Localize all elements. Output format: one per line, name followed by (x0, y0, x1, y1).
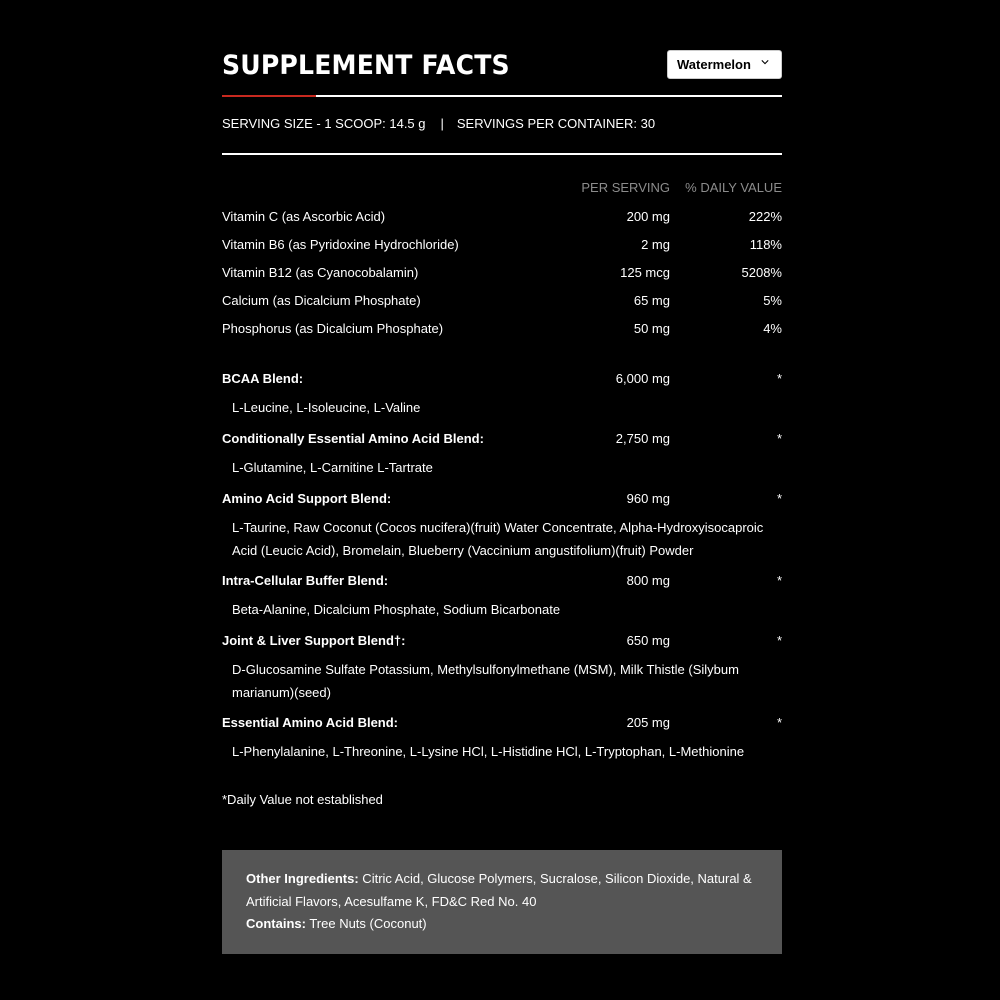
blend-ingredients: L-Leucine, L-Isoleucine, L-Valine (232, 400, 421, 415)
nutrient-dv: 222% (748, 209, 782, 224)
chevron-down-icon (761, 58, 769, 66)
nutrient-name: Vitamin B12 (as Cyanocobalamin) (222, 265, 419, 280)
nutrient-amount: 200 mg (626, 209, 670, 224)
blend-ingredients: D-Glucosamine Sulfate Potassium, Methylsulfonylmethane (MSM), Milk Thistle (Silybum marianum)(seed) (232, 662, 739, 700)
blend-row (222, 633, 782, 653)
blend-name: Amino Acid Support Blend: (222, 491, 392, 506)
blend-dv: * (776, 431, 782, 446)
blend-amount: 650 mg (626, 633, 670, 648)
top-divider (222, 95, 782, 97)
blend-ingredients: L-Phenylalanine, L-Threonine, L-Lysine HCl, L-Histidine HCl, L-Tryptophan, L-Methionine (232, 744, 745, 759)
nutrient-row (222, 321, 782, 341)
nutrient-amount: 65 mg (633, 293, 670, 308)
supplement-facts-panel (222, 0, 782, 1000)
serving-divider (222, 153, 782, 155)
nutrient-dv: 4% (763, 321, 782, 336)
blend-dv: * (776, 371, 782, 386)
nutrient-name: Vitamin B6 (as Pyridoxine Hydrochloride) (222, 237, 459, 252)
contains-text: Tree Nuts (Coconut) (305, 916, 427, 931)
blend-dv: * (776, 491, 782, 506)
blend-row (222, 491, 782, 511)
daily-value-header: % DAILY VALUE (685, 180, 782, 195)
blend-amount: 205 mg (626, 715, 670, 730)
blend-ingredients: L-Glutamine, L-Carnitine L-Tartrate (232, 460, 433, 475)
nutrient-row (222, 265, 782, 285)
blend-amount: 800 mg (626, 573, 670, 588)
serving-size: SERVING SIZE - 1 SCOOP: 14.5 g (222, 116, 426, 131)
other-ingredients (246, 868, 758, 913)
servings-per-container: SERVINGS PER CONTAINER: 30 (456, 116, 656, 131)
flavor-select-value: Watermelon (677, 57, 751, 72)
blend-name: Joint & Liver Support Blend†: (222, 633, 406, 648)
serving-info (222, 116, 655, 131)
nutrient-amount: 50 mg (633, 321, 670, 336)
nutrient-row (222, 237, 782, 257)
contains-label: Contains: (246, 916, 306, 931)
nutrient-name: Phosphorus (as Dicalcium Phosphate) (222, 321, 444, 336)
daily-value-footnote: *Daily Value not established (222, 792, 383, 807)
nutrient-amount: 2 mg (641, 237, 670, 252)
accent-bar (222, 95, 316, 97)
blend-amount: 960 mg (626, 491, 670, 506)
nutrient-name: Calcium (as Dicalcium Phosphate) (222, 293, 421, 308)
nutrient-dv: 5% (763, 293, 782, 308)
flavor-select[interactable] (667, 50, 782, 79)
blend-ingredients: Beta-Alanine, Dicalcium Phosphate, Sodium Bicarbonate (232, 602, 561, 617)
nutrient-dv: 5208% (741, 265, 782, 280)
nutrient-name: Vitamin C (as Ascorbic Acid) (222, 209, 386, 224)
per-serving-header: PER SERVING (581, 180, 670, 195)
blend-name: Intra-Cellular Buffer Blend: (222, 573, 389, 588)
blend-name: Conditionally Essential Amino Acid Blend: (222, 431, 484, 446)
blend-name: Essential Amino Acid Blend: (222, 715, 399, 730)
blend-dv: * (776, 633, 782, 648)
page-title: SUPPLEMENT FACTS (222, 50, 510, 81)
blend-name: BCAA Blend: (222, 371, 304, 386)
contains (246, 913, 758, 936)
nutrient-row (222, 293, 782, 313)
other-ingredients-text: Citric Acid, Glucose Polymers, Sucralose, Silicon Dioxide, Natural & Artificial Flavors, Acesulfame K, FD&C Red No. 40 (246, 871, 752, 909)
blend-ingredients: L-Taurine, Raw Coconut (Cocos nucifera)(fruit) Water Concentrate, Alpha-Hydroxyisocaproic Acid (Leucic Acid), Bromelain, Blueberry (Vaccinium angustifolium)(fruit) Powder (232, 520, 764, 558)
blend-dv: * (776, 715, 782, 730)
other-ingredients-label: Other Ingredients: (246, 871, 359, 886)
blend-row (222, 371, 782, 391)
blend-row (222, 431, 782, 451)
nutrient-row (222, 209, 782, 229)
blend-dv: * (776, 573, 782, 588)
blend-amount: 6,000 mg (615, 371, 670, 386)
blend-row (222, 573, 782, 593)
blend-amount: 2,750 mg (615, 431, 670, 446)
other-ingredients-box (222, 850, 782, 954)
nutrient-dv: 118% (749, 237, 782, 252)
serving-separator: | (440, 116, 444, 131)
nutrient-amount: 125 mcg (620, 265, 670, 280)
blend-row (222, 715, 782, 735)
